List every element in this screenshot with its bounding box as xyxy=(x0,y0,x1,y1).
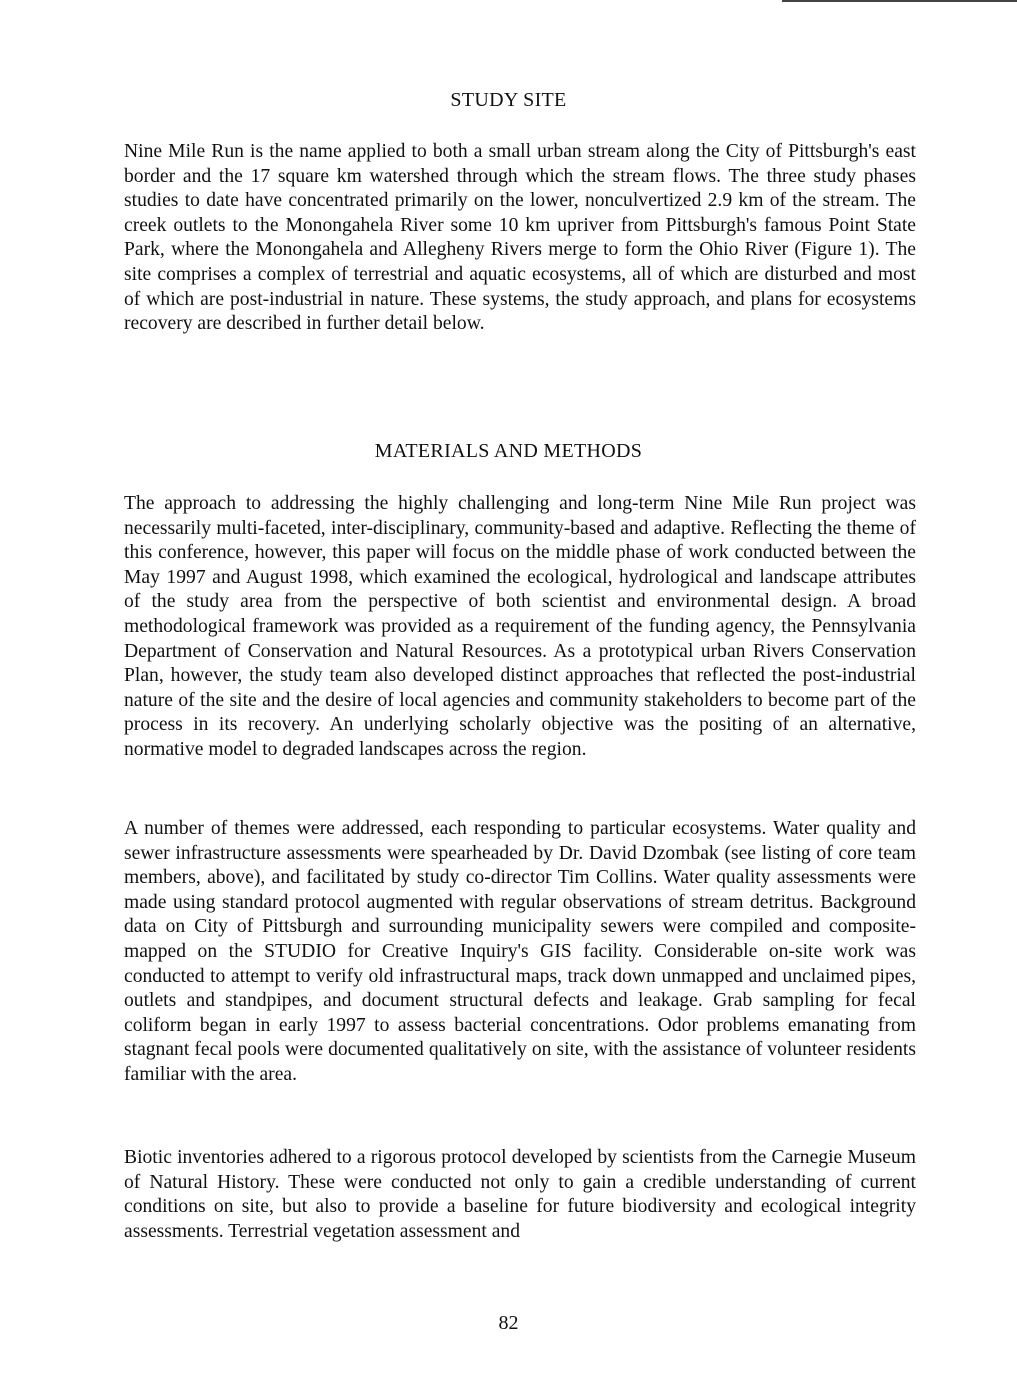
methods-paragraph-3: Biotic inventories adhered to a rigorous protocol developed by scientists from the Carnegie Museum of Natural History. These were conducted not only to gain a credible understanding of current conditions on site, but also to provide a baseline for future biodiversity and ecological integrity assessments. Terrestrial vegetation assessment and xyxy=(124,1147,916,1242)
top-border-rule xyxy=(782,0,1017,2)
materials-methods-heading: MATERIALS AND METHODS xyxy=(374,440,643,462)
methods-paragraph-1: The approach to addressing the highly challenging and long-term Nine Mile Run project was necessarily multi-faceted, inter-disciplinary, community-based and adaptive. Reflecting the theme of this conference, however, this paper will focus on the middle phase of work conducted between the May 1997 and August 1998, which examined the ecological, hydrological and landscape attributes of the study area from the perspective of both scientist and environmental design. A broad methodological framework was provided as a requirement of the funding agency, the Pennsylvania Department of Conservation and Natural Resources. As a prototypical urban Rivers Conservation Plan, however, the study team also developed distinct approaches that reflected the post-industrial nature of the site and the desire of local agencies and community stakeholders to become part of the process in its recovery. An underlying scholarly objective was the positing of an alternative, normative model to degraded landscapes across the region. xyxy=(124,493,916,760)
study-site-paragraph: Nine Mile Run is the name applied to both a small urban stream along the City of Pittsburgh's east border and the 17 square km watershed through which the stream flows. The three study phases studies to date have concentrated primarily on the lower, nonculvertized 2.9 km of the stream. The creek outlets to the Monongahela River some 10 km upriver from Pittsburgh's famous Point State Park, where the Monongahela and Allegheny Rivers merge to form the Ohio River (Figure 1). The site comprises a complex of terrestrial and aquatic ecosystems, all of which are disturbed and most of which are post-industrial in nature. These systems, the study approach, and plans for ecosystems recovery are described in further detail below. xyxy=(124,141,916,335)
study-site-heading: STUDY SITE xyxy=(450,89,567,111)
methods-paragraph-2: A number of themes were addressed, each responding to particular ecosystems. Water quality and sewer infrastructure assessments were spearheaded by Dr. David Dzombak (see listing of core team members, above), and facilitated by study co-director Tim Collins. Water quality assessments were made using standard protocol augmented with regular observations of stream detritus. Background data on City of Pittsburgh and surrounding municipality sewers were compiled and composite-mapped on the STUDIO for Creative Inquiry's GIS facility. Considerable on-site work was conducted to attempt to verify old infrastructural maps, track down unmapped and unclaimed pipes, outlets and standpipes, and document structural defects and leakage. Grab sampling for fecal coliform began in early 1997 to assess bacterial concentrations. Odor problems emanating from stagnant fecal pools were documented qualitatively on site, with the assistance of volunteer residents familiar with the area. xyxy=(124,818,916,1085)
page-number: 82 xyxy=(498,1312,519,1334)
